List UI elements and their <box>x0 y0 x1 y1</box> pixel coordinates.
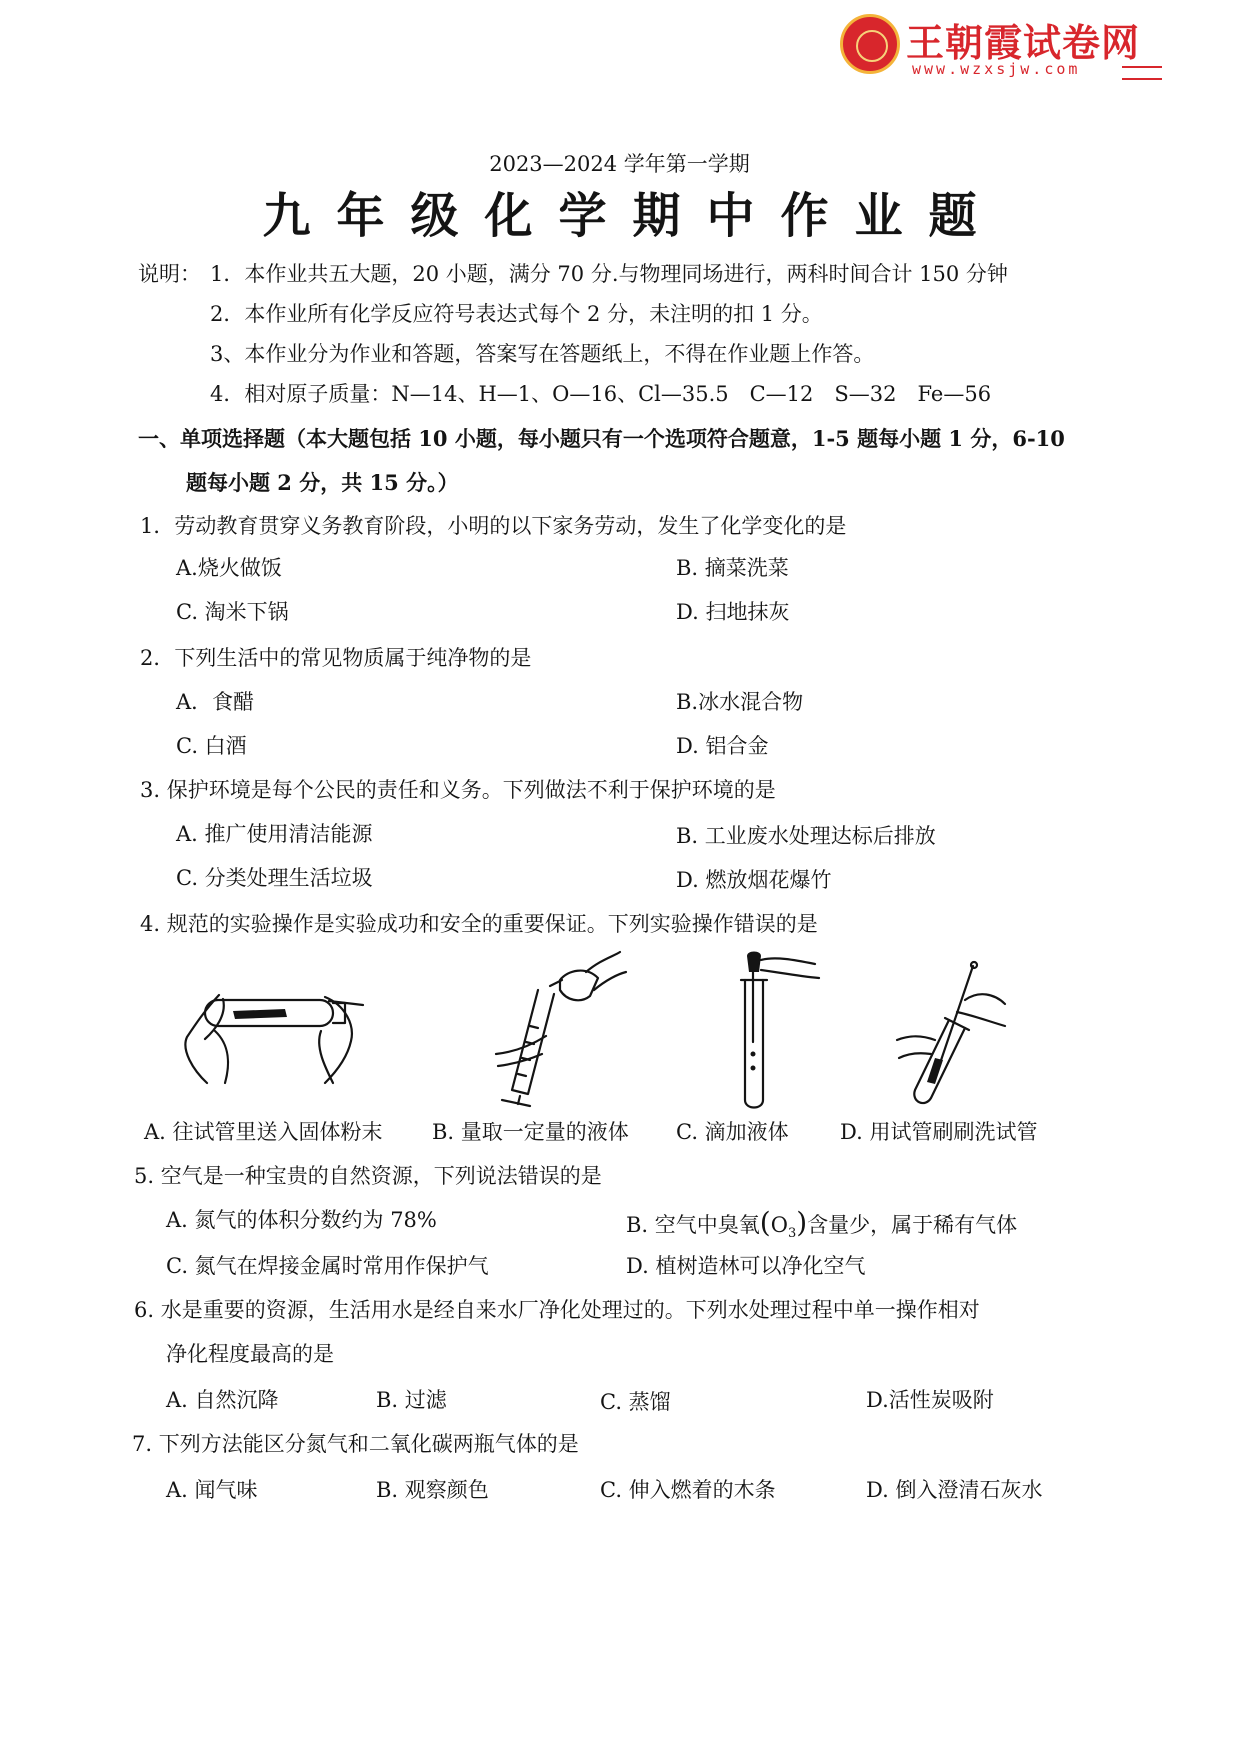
question-1-option-b: B. 摘菜洗菜 <box>676 556 789 580</box>
question-4-option-a: A. 往试管里送入固体粉末 <box>144 1120 383 1144</box>
question-1-option-a: A.烧火做饭 <box>176 556 282 580</box>
question-3-stem: 3. 保护环境是每个公民的责任和义务。下列做法不利于保护环境的是 <box>140 778 776 802</box>
ozone-formula: O <box>770 1213 788 1237</box>
question-3-option-d: D. 燃放烟花爆竹 <box>676 868 832 892</box>
question-6-stem: 6. 水是重要的资源，生活用水是经自来水厂净化处理过的。下列水处理过程中单一操作相对 <box>134 1298 980 1322</box>
note-4: 4．相对原子质量：N—14、H—1、O—16、Cl—35.5 C—12 S—32 Fe—56 <box>210 382 992 406</box>
question-6-option-c: C. 蒸馏 <box>600 1390 671 1414</box>
notes-lead: 说明： <box>138 262 201 286</box>
question-3-option-a: A. 推广使用清洁能源 <box>176 822 373 846</box>
question-7-option-c: C. 伸入燃着的木条 <box>600 1478 776 1502</box>
logo-name: 王朝霞试卷网 <box>906 21 1141 65</box>
question-6-stem-cont: 净化程度最高的是 <box>166 1342 334 1366</box>
question-4-stem: 4. 规范的实验操作是实验成功和安全的重要保证。下列实验操作错误的是 <box>140 912 818 936</box>
question-3-option-b: B. 工业废水处理达标后排放 <box>676 824 936 848</box>
question-2-option-d: D. 铝合金 <box>676 734 769 758</box>
question-7-option-b: B. 观察颜色 <box>376 1478 489 1502</box>
question-7-stem: 7. 下列方法能区分氮气和二氧化碳两瓶气体的是 <box>132 1432 579 1456</box>
term-line: 2023—2024 学年第一学期 <box>489 152 750 176</box>
question-6-option-d: D.活性炭吸附 <box>866 1388 994 1412</box>
question-3-option-c: C. 分类处理生活垃圾 <box>176 866 373 890</box>
question-5-option-d: D. 植树造林可以净化空气 <box>626 1254 866 1278</box>
logo-url: www.wzxsjw.com <box>912 60 1081 78</box>
page-title: 九年级化学期中作业题 <box>262 188 1003 244</box>
question-4-option-d: D. 用试管刷刷洗试管 <box>840 1120 1038 1144</box>
question-6-option-a: A. 自然沉降 <box>166 1388 279 1412</box>
question-5-option-b-post: 含量少，属于稀有气体 <box>807 1213 1018 1237</box>
section-heading-cont: 题每小题 2 分，共 15 分。） <box>186 470 459 495</box>
note-3: 3、本作业分为作业和答题，答案写在答题纸上，不得在作业题上作答。 <box>210 342 875 366</box>
note-1: 1．本作业共五大题，20 小题，满分 70 分.与物理同场进行，两科时间合计 150 分钟 <box>210 262 1008 286</box>
question-4-option-c: C. 滴加液体 <box>676 1120 789 1144</box>
question-2-stem: 2．下列生活中的常见物质属于纯净物的是 <box>140 646 532 670</box>
question-7-option-a: A. 闻气味 <box>166 1478 258 1502</box>
question-1-option-d: D. 扫地抹灰 <box>676 600 790 624</box>
note-2: 2．本作业所有化学反应符号表达式每个 2 分，未注明的扣 1 分。 <box>210 302 823 326</box>
section-heading: 一、单项选择题（本大题包括 10 小题，每小题只有一个选项符合题意，1-5 题每小题 1 分，6-10 <box>138 426 1065 451</box>
site-logo <box>840 12 1170 82</box>
question-6-option-b: B. 过滤 <box>376 1388 447 1412</box>
question-5-option-b: B. 空气中臭氧$(O_3)$含量少，属于稀有气体 <box>626 1206 1018 1242</box>
figure-b-measuring-cylinder <box>490 950 630 1110</box>
logo-badge-icon <box>840 14 900 74</box>
question-2-option-a: A．食醋 <box>176 690 255 714</box>
question-2-option-c: C. 白酒 <box>176 734 247 758</box>
question-7-option-d: D. 倒入澄清石灰水 <box>866 1478 1043 1502</box>
question-2-option-b: B.冰水混合物 <box>676 690 804 714</box>
question-5-option-a: A. 氮气的体积分数约为 78% <box>166 1208 437 1232</box>
question-5-option-c: C. 氮气在焊接金属时常用作保护气 <box>166 1254 489 1278</box>
figure-a-powder-into-tube <box>175 975 375 1095</box>
figure-c-dropper <box>715 950 825 1115</box>
question-4-option-b: B. 量取一定量的液体 <box>432 1120 629 1144</box>
question-5-option-b-pre: B. 空气中臭氧 <box>626 1213 760 1237</box>
question-1-option-c: C. 淘米下锅 <box>176 600 289 624</box>
ozone-subscript: 3 <box>787 1226 797 1242</box>
question-1-stem: 1．劳动教育贯穿义务教育阶段，小明的以下家务劳动，发生了化学变化的是 <box>140 514 847 538</box>
figure-d-tube-brush <box>895 960 1015 1115</box>
question-5-stem: 5. 空气是一种宝贵的自然资源，下列说法错误的是 <box>134 1164 602 1188</box>
logo-decor-lines <box>1122 66 1162 80</box>
